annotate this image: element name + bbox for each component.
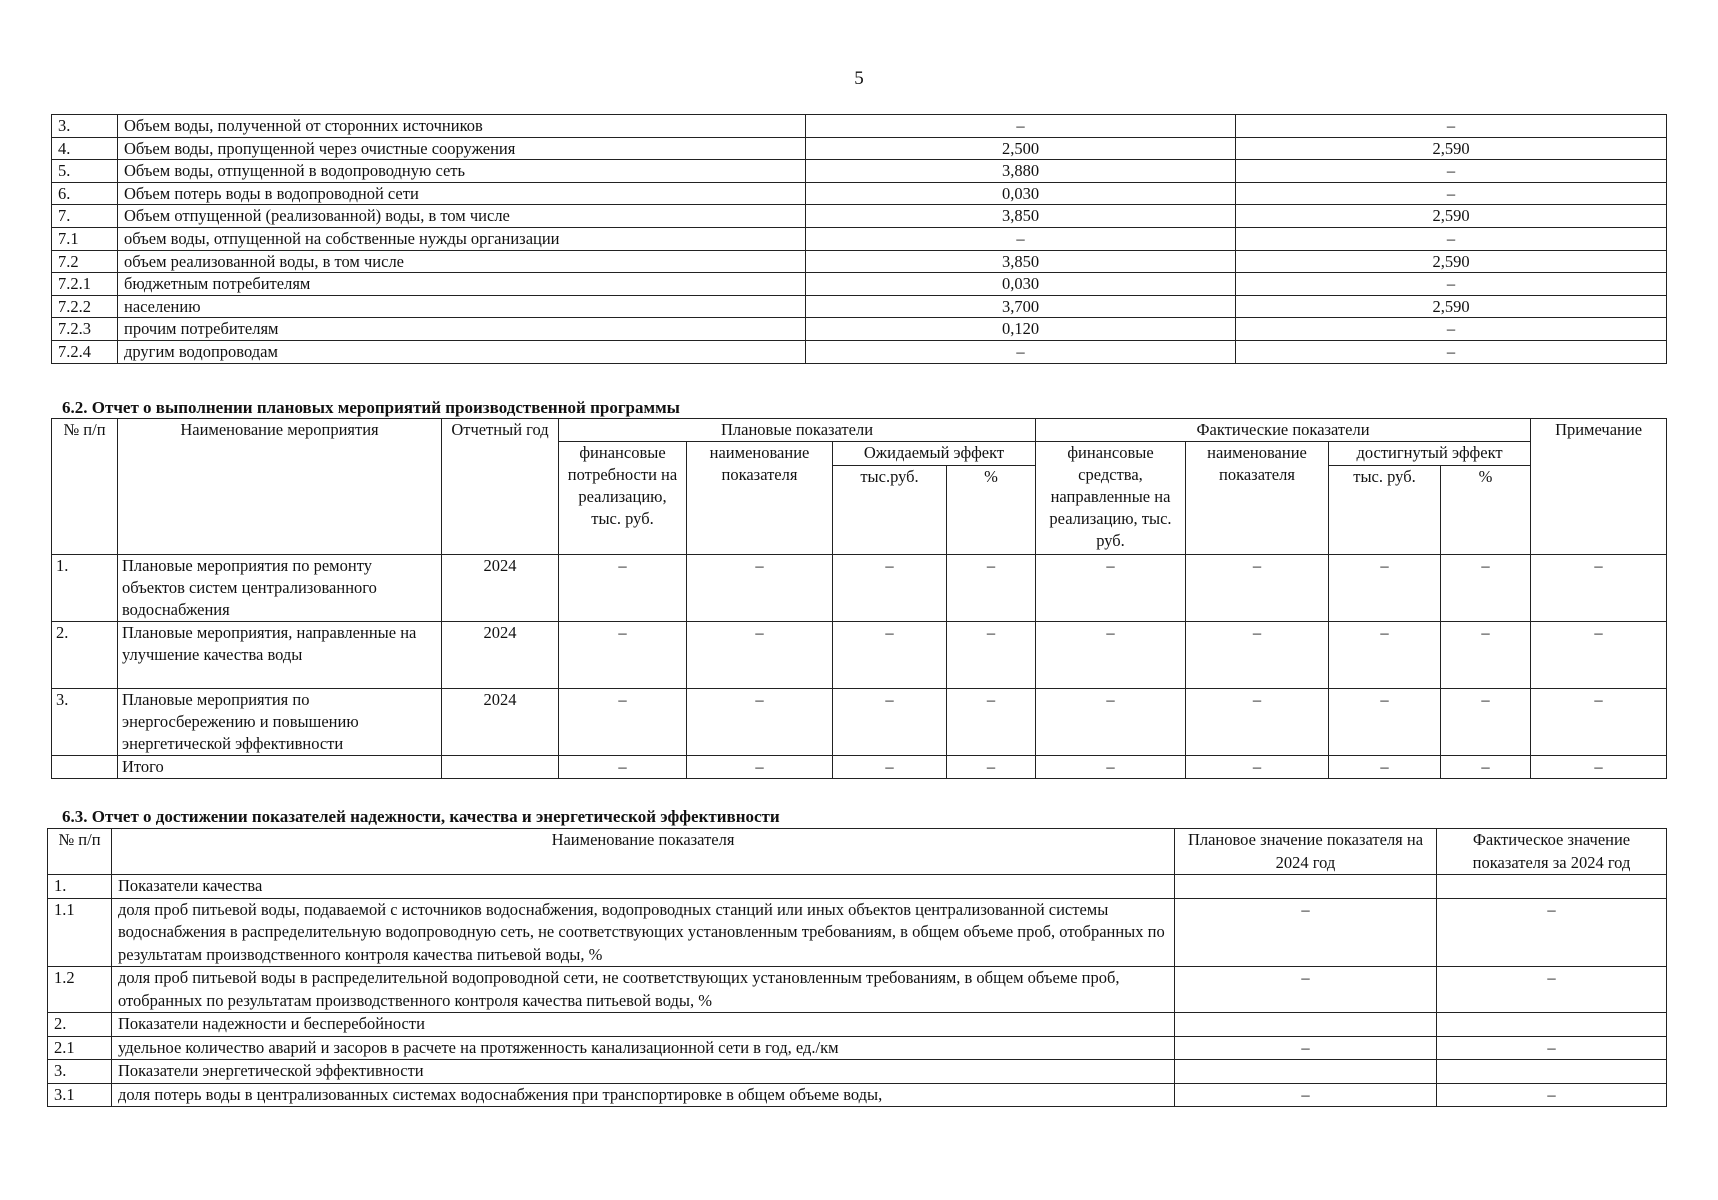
row-number: 7.2.1: [52, 273, 118, 296]
row-plan-value: –: [1175, 967, 1437, 1013]
header-plan-value: Плановое значение показателя на 2024 год: [1175, 829, 1437, 875]
header-expected-effect-pct: %: [947, 466, 1036, 555]
section-6-3-title: 6.3. Отчет о достижении показателей надежности, качества и энергетической эффективности: [62, 807, 780, 826]
row-name: Объем воды, полученной от сторонних источников: [118, 115, 806, 138]
row-number: 7.: [52, 205, 118, 228]
row-fact-value: 2,590: [1236, 205, 1667, 228]
table-row: [48, 967, 1667, 1013]
header-measure-name: Наименование мероприятия: [118, 419, 442, 555]
row-fact-value: [1437, 1013, 1667, 1037]
row-value: –: [1531, 555, 1667, 622]
header-achieved-effect-rub: тыс. руб.: [1329, 466, 1441, 555]
row-number: 3.1: [48, 1083, 112, 1107]
section-6-2-title: 6.2. Отчет о выполнении плановых мероприятий производственной программы: [62, 398, 680, 417]
row-name: Объем потерь воды в водопроводной сети: [118, 182, 806, 205]
row-fact-value: –: [1437, 1036, 1667, 1060]
row-value: –: [1186, 622, 1329, 689]
row-number: 7.2.2: [52, 295, 118, 318]
row-year: 2024: [442, 622, 559, 689]
row-number: 5.: [52, 160, 118, 183]
row-value: –: [1531, 622, 1667, 689]
row-number: 2.1: [48, 1036, 112, 1060]
indicators-table: [47, 828, 1667, 1107]
row-fact-value: –: [1236, 160, 1667, 183]
page-number: 5: [854, 68, 864, 89]
table-row: [48, 1036, 1667, 1060]
row-number: 7.2: [52, 250, 118, 273]
header-fact-value: Фактическое значение показателя за 2024 год: [1437, 829, 1667, 875]
header-indicator-name: Наименование показателя: [112, 829, 1175, 875]
total-row-year: [442, 756, 559, 779]
row-name: Объем воды, отпущенной в водопроводную сеть: [118, 160, 806, 183]
header-achieved-effect-pct: %: [1441, 466, 1531, 555]
table-row: [52, 205, 1667, 228]
table-row: [52, 115, 1667, 138]
row-plan-value: [1175, 1013, 1437, 1037]
row-name: прочим потребителям: [118, 318, 806, 341]
row-indicator-name: Показатели качества: [112, 875, 1175, 899]
row-measure-name: Плановые мероприятия, направленные на улучшение качества воды: [118, 622, 442, 689]
row-indicator-name: удельное количество аварий и засоров в расчете на протяженность канализационной сети в год, ед./км: [112, 1036, 1175, 1060]
row-value: –: [687, 555, 833, 622]
row-value: –: [1531, 689, 1667, 756]
header-actual-indicators: Фактические показатели: [1036, 419, 1531, 442]
row-fact-value: –: [1437, 967, 1667, 1013]
row-number: 1.: [48, 875, 112, 899]
row-name: Объем отпущенной (реализованной) воды, в том числе: [118, 205, 806, 228]
row-value: –: [1036, 622, 1186, 689]
row-number: 7.1: [52, 227, 118, 250]
table-row: [48, 1060, 1667, 1084]
row-value: –: [1186, 555, 1329, 622]
total-row: [52, 756, 1667, 779]
row-name: объем воды, отпущенной на собственные нужды организации: [118, 227, 806, 250]
row-number: 3.: [52, 689, 118, 756]
table-row: [52, 160, 1667, 183]
row-measure-name: Плановые мероприятия по энергосбережению и повышению энергетической эффективности: [118, 689, 442, 756]
row-value: –: [1186, 689, 1329, 756]
row-value: –: [1036, 555, 1186, 622]
row-fact-value: 2,590: [1236, 295, 1667, 318]
header-report-year: Отчетный год: [442, 419, 559, 555]
header-achieved-effect: достигнутый эффект: [1329, 442, 1531, 466]
row-number: 7.2.4: [52, 340, 118, 363]
row-value: –: [1441, 622, 1531, 689]
row-name: бюджетным потребителям: [118, 273, 806, 296]
table-row: [52, 689, 1667, 756]
row-value: –: [1441, 689, 1531, 756]
header-note: Примечание: [1531, 419, 1667, 555]
row-fact-value: [1437, 1060, 1667, 1084]
row-plan-value: 3,700: [806, 295, 1236, 318]
table-row: [52, 273, 1667, 296]
header-expected-effect: Ожидаемый эффект: [833, 442, 1036, 466]
table-row: [52, 295, 1667, 318]
row-value: –: [1329, 555, 1441, 622]
header-num: № п/п: [52, 419, 118, 555]
row-fact-value: 2,590: [1236, 137, 1667, 160]
total-value: –: [1186, 756, 1329, 779]
row-number: 2.: [52, 622, 118, 689]
row-plan-value: –: [806, 340, 1236, 363]
row-plan-value: 3,850: [806, 250, 1236, 273]
row-number: 6.: [52, 182, 118, 205]
row-value: –: [559, 555, 687, 622]
total-value: –: [687, 756, 833, 779]
table-row: [52, 622, 1667, 689]
header-fact-indicator-name: наименование показателя: [1186, 442, 1329, 555]
row-fact-value: –: [1437, 1083, 1667, 1107]
row-value: –: [1329, 689, 1441, 756]
row-number: 2.: [48, 1013, 112, 1037]
row-plan-value: [1175, 875, 1437, 899]
row-plan-value: [1175, 1060, 1437, 1084]
total-value: –: [1441, 756, 1531, 779]
row-value: –: [833, 622, 947, 689]
row-value: –: [1036, 689, 1186, 756]
row-number: 1.1: [48, 898, 112, 967]
row-indicator-name: доля проб питьевой воды в распределительной водопроводной сети, не соответствующих установленным требованиям, в общем объеме проб, отобранных по результатам производственного контроля качества питьевой воды, %: [112, 967, 1175, 1013]
row-value: –: [947, 555, 1036, 622]
row-year: 2024: [442, 689, 559, 756]
row-indicator-name: доля проб питьевой воды, подаваемой с источников водоснабжения, водопроводных станций или иных объектов централизованной системы водоснабжения в распределительную водопроводную сеть, не соответствующих установленным требованиям, в общем объеме проб, отобранных по результатам производственного контроля качества питьевой воды, %: [112, 898, 1175, 967]
row-number: 3.: [48, 1060, 112, 1084]
header-plan-financial-needs: финансовые потребности на реализацию, тыс. руб.: [559, 442, 687, 555]
row-plan-value: 2,500: [806, 137, 1236, 160]
row-plan-value: –: [1175, 1083, 1437, 1107]
row-plan-value: –: [1175, 898, 1437, 967]
row-value: –: [559, 622, 687, 689]
row-value: –: [687, 622, 833, 689]
table-row: [52, 318, 1667, 341]
row-number: 7.2.3: [52, 318, 118, 341]
table-row: [48, 1013, 1667, 1037]
row-plan-value: 0,030: [806, 182, 1236, 205]
row-indicator-name: Показатели надежности и бесперебойности: [112, 1013, 1175, 1037]
row-name: другим водопроводам: [118, 340, 806, 363]
row-value: –: [1441, 555, 1531, 622]
row-value: –: [559, 689, 687, 756]
water-volume-table: [51, 114, 1667, 364]
row-value: –: [947, 689, 1036, 756]
row-fact-value: –: [1236, 340, 1667, 363]
row-number: 3.: [52, 115, 118, 138]
total-value: –: [559, 756, 687, 779]
header-plan-indicator-name: наименование показателя: [687, 442, 833, 555]
total-label: Итого: [118, 756, 442, 779]
table-row: [52, 137, 1667, 160]
total-value: –: [833, 756, 947, 779]
row-value: –: [947, 622, 1036, 689]
row-fact-value: 2,590: [1236, 250, 1667, 273]
planned-measures-table: [51, 418, 1667, 779]
row-number: 4.: [52, 137, 118, 160]
row-fact-value: –: [1437, 898, 1667, 967]
table-row: [48, 1083, 1667, 1107]
row-value: –: [687, 689, 833, 756]
row-plan-value: –: [806, 227, 1236, 250]
total-value: –: [1531, 756, 1667, 779]
row-name: объем реализованной воды, в том числе: [118, 250, 806, 273]
row-number: 1.: [52, 555, 118, 622]
row-plan-value: 0,030: [806, 273, 1236, 296]
row-plan-value: –: [806, 115, 1236, 138]
total-value: –: [1036, 756, 1186, 779]
table-row: [52, 340, 1667, 363]
total-row-number: [52, 756, 118, 779]
row-fact-value: –: [1236, 115, 1667, 138]
row-value: –: [1329, 622, 1441, 689]
row-plan-value: –: [1175, 1036, 1437, 1060]
table-row: [52, 250, 1667, 273]
row-fact-value: –: [1236, 318, 1667, 341]
row-name: Объем воды, пропущенной через очистные сооружения: [118, 137, 806, 160]
table-row: [52, 227, 1667, 250]
row-name: населению: [118, 295, 806, 318]
row-plan-value: 0,120: [806, 318, 1236, 341]
row-fact-value: –: [1236, 227, 1667, 250]
row-fact-value: [1437, 875, 1667, 899]
header-planned-indicators: Плановые показатели: [559, 419, 1036, 442]
table-row: [52, 182, 1667, 205]
table-row: [52, 555, 1667, 622]
total-value: –: [1329, 756, 1441, 779]
row-measure-name: Плановые мероприятия по ремонту объектов систем централизованного водоснабжения: [118, 555, 442, 622]
row-plan-value: 3,850: [806, 205, 1236, 228]
row-indicator-name: Показатели энергетической эффективности: [112, 1060, 1175, 1084]
header-fact-financial-funds: финансовые средства, направленные на реализацию, тыс. руб.: [1036, 442, 1186, 555]
table-row: [48, 875, 1667, 899]
row-value: –: [833, 555, 947, 622]
header-num: № п/п: [48, 829, 112, 875]
row-number: 1.2: [48, 967, 112, 1013]
row-fact-value: –: [1236, 273, 1667, 296]
row-fact-value: –: [1236, 182, 1667, 205]
row-plan-value: 3,880: [806, 160, 1236, 183]
table-row: [48, 898, 1667, 967]
total-value: –: [947, 756, 1036, 779]
row-value: –: [833, 689, 947, 756]
row-year: 2024: [442, 555, 559, 622]
row-indicator-name: доля потерь воды в централизованных системах водоснабжения при транспортировке в общем объеме воды,: [112, 1083, 1175, 1107]
header-expected-effect-rub: тыс.руб.: [833, 466, 947, 555]
